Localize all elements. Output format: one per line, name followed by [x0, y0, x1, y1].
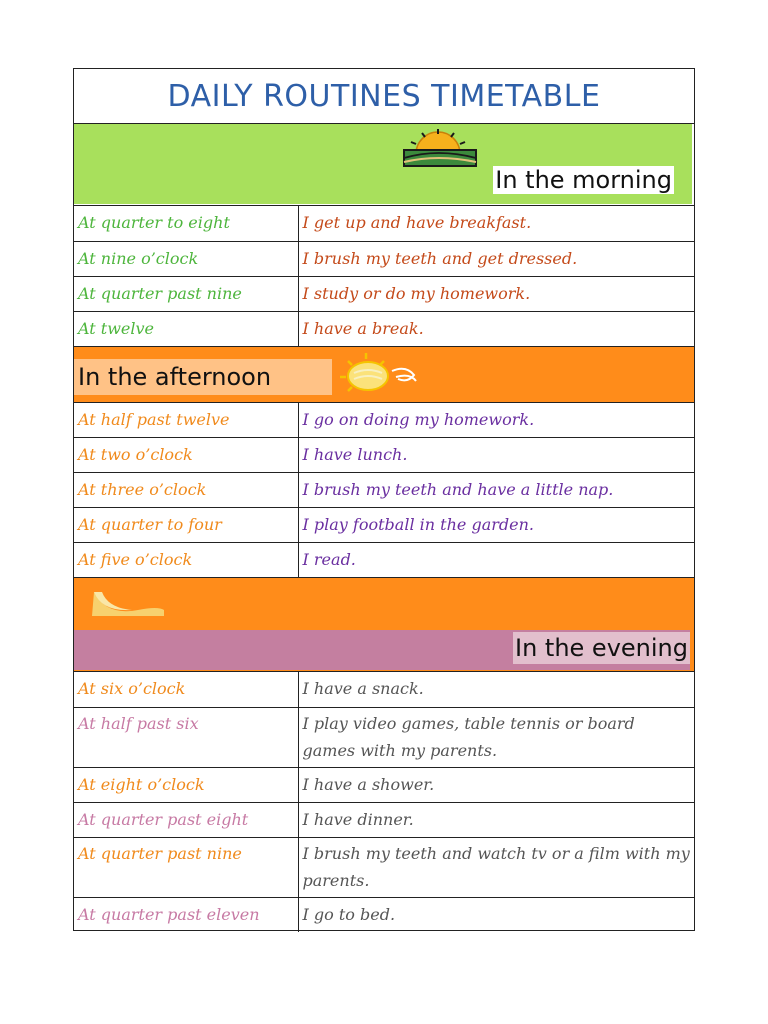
table-row [74, 241, 694, 276]
table-row [74, 802, 694, 837]
table-row [74, 897, 694, 932]
evening-label: In the evening [515, 634, 688, 662]
activity-cell: I play video games, table tennis or board games with my parents. [298, 707, 694, 767]
activity-cell: I brush my teeth and have a little nap. [298, 473, 694, 508]
table-row [74, 403, 694, 438]
time-cell: At half past six [74, 707, 298, 767]
time-cell: At quarter past nine [74, 837, 298, 897]
sun-icon [336, 351, 426, 397]
moon-icon [88, 586, 166, 616]
table-row [74, 672, 694, 707]
activity-cell: I brush my teeth and get dressed. [298, 241, 694, 276]
time-cell: At nine o’clock [74, 241, 298, 276]
table-row [74, 837, 694, 897]
afternoon-table [74, 403, 694, 579]
activity-cell: I go to bed. [302, 904, 396, 924]
time-cell: At two o’clock [74, 438, 298, 473]
activity-cell: I read. [298, 543, 694, 578]
activity-cell: I have dinner. [298, 802, 694, 837]
time-cell: At quarter past eleven [74, 897, 298, 932]
evening-header [74, 578, 694, 672]
afternoon-label: In the afternoon [74, 359, 332, 395]
morning-label: In the morning [495, 166, 672, 194]
activity-cell: I play football in the garden. [298, 508, 694, 543]
table-row [74, 276, 694, 311]
timetable [73, 68, 695, 931]
table-row [74, 767, 694, 802]
page-title: DAILY ROUTINES TIMETABLE [74, 69, 694, 124]
activity-cell: I get up and have breakfast. [298, 206, 694, 241]
time-cell: At eight o’clock [74, 767, 298, 802]
time-cell: At twelve [74, 311, 298, 346]
morning-table [74, 206, 694, 347]
time-cell: At five o’clock [74, 543, 298, 578]
table-row [74, 543, 694, 578]
time-cell: At half past twelve [74, 403, 298, 438]
table-row [74, 508, 694, 543]
time-cell: At quarter past eight [74, 802, 298, 837]
evening-table [74, 672, 694, 932]
activity-cell: I go on doing my homework. [298, 403, 694, 438]
sunrise-icon [402, 128, 478, 168]
afternoon-header [74, 347, 694, 403]
time-cell: At three o’clock [74, 473, 298, 508]
morning-header [74, 124, 694, 206]
activity-cell: I have a break. [298, 311, 694, 346]
activity-cell: I have a shower. [298, 767, 694, 802]
table-row [74, 311, 694, 346]
time-cell: At quarter to four [74, 508, 298, 543]
time-cell: At quarter past nine [74, 276, 298, 311]
table-row [74, 473, 694, 508]
activity-cell: I have lunch. [298, 438, 694, 473]
activity-cell: I study or do my homework. [298, 276, 694, 311]
table-row [74, 438, 694, 473]
time-cell: At six o’clock [74, 672, 298, 707]
time-cell: At quarter to eight [74, 206, 298, 241]
activity-cell: I have a snack. [298, 672, 694, 707]
activity-cell: I brush my teeth and watch tv or a film with my parents. [298, 837, 694, 897]
table-row [74, 206, 694, 241]
table-row [74, 707, 694, 767]
